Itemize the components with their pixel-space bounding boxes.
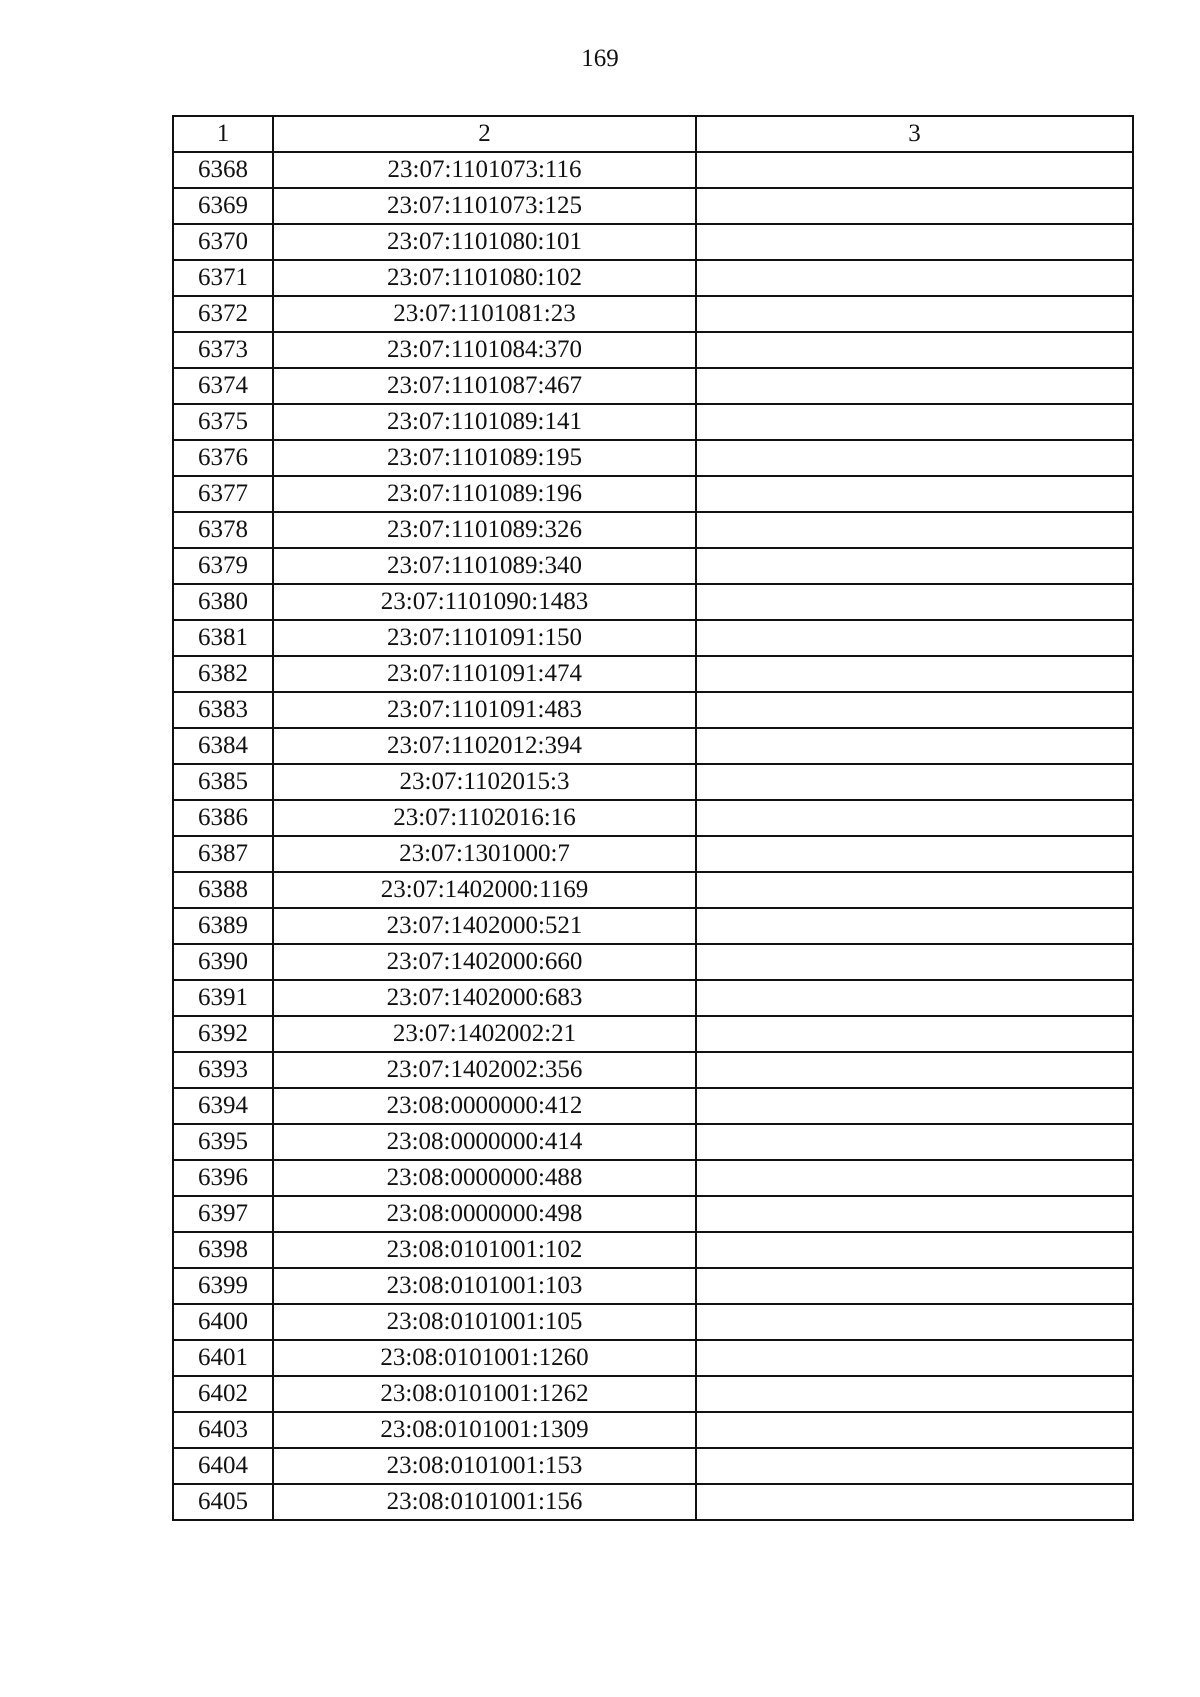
row-number-cell: 6405 xyxy=(173,1484,273,1520)
table-row xyxy=(173,800,1133,836)
table-row xyxy=(173,872,1133,908)
row-number-cell: 6385 xyxy=(173,764,273,800)
row-number-cell: 6380 xyxy=(173,584,273,620)
notes-cell xyxy=(696,1340,1133,1376)
row-number-cell: 6393 xyxy=(173,1052,273,1088)
table-row xyxy=(173,1124,1133,1160)
cadastral-number-cell: 23:08:0101001:1260 xyxy=(273,1340,696,1376)
row-number-cell: 6377 xyxy=(173,476,273,512)
notes-cell xyxy=(696,296,1133,332)
cadastral-table xyxy=(172,115,1134,1521)
cadastral-number-cell: 23:07:1101084:370 xyxy=(273,332,696,368)
table-row xyxy=(173,368,1133,404)
table-row xyxy=(173,332,1133,368)
notes-cell xyxy=(696,260,1133,296)
table-row xyxy=(173,188,1133,224)
notes-cell xyxy=(696,908,1133,944)
row-number-cell: 6401 xyxy=(173,1340,273,1376)
notes-cell xyxy=(696,620,1133,656)
row-number-cell: 6381 xyxy=(173,620,273,656)
notes-cell xyxy=(696,656,1133,692)
header-cell-1: 1 xyxy=(173,116,273,152)
cadastral-number-cell: 23:07:1402000:521 xyxy=(273,908,696,944)
row-number-cell: 6389 xyxy=(173,908,273,944)
cadastral-number-cell: 23:07:1101091:483 xyxy=(273,692,696,728)
table-row xyxy=(173,1052,1133,1088)
cadastral-number-cell: 23:07:1402000:1169 xyxy=(273,872,696,908)
cadastral-number-cell: 23:07:1101081:23 xyxy=(273,296,696,332)
cadastral-number-cell: 23:07:1402000:683 xyxy=(273,980,696,1016)
page-number: 169 xyxy=(581,45,619,72)
row-number-cell: 6383 xyxy=(173,692,273,728)
cadastral-number-cell: 23:07:1101080:102 xyxy=(273,260,696,296)
cadastral-number-cell: 23:07:1101073:125 xyxy=(273,188,696,224)
table-row xyxy=(173,980,1133,1016)
notes-cell xyxy=(696,152,1133,188)
table-row xyxy=(173,476,1133,512)
table-row xyxy=(173,1484,1133,1520)
row-number-cell: 6402 xyxy=(173,1376,273,1412)
table-row xyxy=(173,584,1133,620)
table-row xyxy=(173,620,1133,656)
cadastral-number-cell: 23:08:0101001:1262 xyxy=(273,1376,696,1412)
table-row xyxy=(173,1304,1133,1340)
notes-cell xyxy=(696,1268,1133,1304)
table-row xyxy=(173,656,1133,692)
notes-cell xyxy=(696,1160,1133,1196)
cadastral-number-cell: 23:08:0000000:488 xyxy=(273,1160,696,1196)
notes-cell xyxy=(696,512,1133,548)
table-row xyxy=(173,1412,1133,1448)
row-number-cell: 6371 xyxy=(173,260,273,296)
table-row xyxy=(173,908,1133,944)
table-row xyxy=(173,152,1133,188)
notes-cell xyxy=(696,1232,1133,1268)
row-number-cell: 6375 xyxy=(173,404,273,440)
cadastral-number-cell: 23:07:1301000:7 xyxy=(273,836,696,872)
cadastral-number-cell: 23:08:0101001:103 xyxy=(273,1268,696,1304)
cadastral-number-cell: 23:08:0101001:105 xyxy=(273,1304,696,1340)
table-row xyxy=(173,1160,1133,1196)
row-number-cell: 6369 xyxy=(173,188,273,224)
cadastral-number-cell: 23:07:1402000:660 xyxy=(273,944,696,980)
row-number-cell: 6398 xyxy=(173,1232,273,1268)
table-header-row xyxy=(173,116,1133,152)
notes-cell xyxy=(696,872,1133,908)
notes-cell xyxy=(696,692,1133,728)
table-row xyxy=(173,548,1133,584)
notes-cell xyxy=(696,368,1133,404)
cadastral-number-cell: 23:07:1101089:326 xyxy=(273,512,696,548)
cadastral-number-cell: 23:07:1101091:150 xyxy=(273,620,696,656)
table-row xyxy=(173,1088,1133,1124)
cadastral-number-cell: 23:08:0101001:102 xyxy=(273,1232,696,1268)
notes-cell xyxy=(696,944,1133,980)
table-row xyxy=(173,296,1133,332)
table-row xyxy=(173,944,1133,980)
notes-cell xyxy=(696,836,1133,872)
row-number-cell: 6387 xyxy=(173,836,273,872)
table-row xyxy=(173,728,1133,764)
cadastral-number-cell: 23:07:1101090:1483 xyxy=(273,584,696,620)
row-number-cell: 6386 xyxy=(173,800,273,836)
notes-cell xyxy=(696,1484,1133,1520)
row-number-cell: 6388 xyxy=(173,872,273,908)
notes-cell xyxy=(696,1448,1133,1484)
row-number-cell: 6378 xyxy=(173,512,273,548)
table-row xyxy=(173,512,1133,548)
row-number-cell: 6376 xyxy=(173,440,273,476)
row-number-cell: 6384 xyxy=(173,728,273,764)
cadastral-number-cell: 23:08:0000000:412 xyxy=(273,1088,696,1124)
table-row xyxy=(173,1376,1133,1412)
notes-cell xyxy=(696,1412,1133,1448)
row-number-cell: 6391 xyxy=(173,980,273,1016)
table-row xyxy=(173,1016,1133,1052)
row-number-cell: 6397 xyxy=(173,1196,273,1232)
notes-cell xyxy=(696,800,1133,836)
row-number-cell: 6394 xyxy=(173,1088,273,1124)
cadastral-number-cell: 23:07:1102015:3 xyxy=(273,764,696,800)
cadastral-number-cell: 23:08:0101001:1309 xyxy=(273,1412,696,1448)
notes-cell xyxy=(696,728,1133,764)
notes-cell xyxy=(696,584,1133,620)
row-number-cell: 6400 xyxy=(173,1304,273,1340)
notes-cell xyxy=(696,476,1133,512)
notes-cell xyxy=(696,1052,1133,1088)
row-number-cell: 6372 xyxy=(173,296,273,332)
table-row xyxy=(173,224,1133,260)
notes-cell xyxy=(696,1376,1133,1412)
notes-cell xyxy=(696,1304,1133,1340)
table-row xyxy=(173,1232,1133,1268)
table-row xyxy=(173,440,1133,476)
row-number-cell: 6374 xyxy=(173,368,273,404)
row-number-cell: 6395 xyxy=(173,1124,273,1160)
row-number-cell: 6390 xyxy=(173,944,273,980)
table-row xyxy=(173,1340,1133,1376)
table-row xyxy=(173,836,1133,872)
cadastral-number-cell: 23:07:1102012:394 xyxy=(273,728,696,764)
table-body xyxy=(173,152,1133,1520)
notes-cell xyxy=(696,980,1133,1016)
cadastral-number-cell: 23:07:1101073:116 xyxy=(273,152,696,188)
table-row xyxy=(173,1448,1133,1484)
cadastral-number-cell: 23:07:1101089:196 xyxy=(273,476,696,512)
cadastral-number-cell: 23:07:1102016:16 xyxy=(273,800,696,836)
row-number-cell: 6379 xyxy=(173,548,273,584)
notes-cell xyxy=(696,1016,1133,1052)
cadastral-number-cell: 23:08:0000000:498 xyxy=(273,1196,696,1232)
cadastral-number-cell: 23:07:1402002:356 xyxy=(273,1052,696,1088)
row-number-cell: 6370 xyxy=(173,224,273,260)
header-cell-2: 2 xyxy=(273,116,696,152)
notes-cell xyxy=(696,332,1133,368)
notes-cell xyxy=(696,764,1133,800)
row-number-cell: 6404 xyxy=(173,1448,273,1484)
notes-cell xyxy=(696,440,1133,476)
cadastral-number-cell: 23:07:1101089:195 xyxy=(273,440,696,476)
notes-cell xyxy=(696,1088,1133,1124)
table-row xyxy=(173,404,1133,440)
row-number-cell: 6396 xyxy=(173,1160,273,1196)
row-number-cell: 6373 xyxy=(173,332,273,368)
table-row xyxy=(173,260,1133,296)
notes-cell xyxy=(696,548,1133,584)
row-number-cell: 6399 xyxy=(173,1268,273,1304)
cadastral-number-cell: 23:08:0000000:414 xyxy=(273,1124,696,1160)
cadastral-number-cell: 23:07:1101091:474 xyxy=(273,656,696,692)
table-row xyxy=(173,1196,1133,1232)
cadastral-number-cell: 23:08:0101001:156 xyxy=(273,1484,696,1520)
notes-cell xyxy=(696,404,1133,440)
notes-cell xyxy=(696,1124,1133,1160)
row-number-cell: 6368 xyxy=(173,152,273,188)
cadastral-number-cell: 23:08:0101001:153 xyxy=(273,1448,696,1484)
header-cell-3: 3 xyxy=(696,116,1133,152)
cadastral-number-cell: 23:07:1101089:141 xyxy=(273,404,696,440)
row-number-cell: 6403 xyxy=(173,1412,273,1448)
cadastral-number-cell: 23:07:1101080:101 xyxy=(273,224,696,260)
row-number-cell: 6392 xyxy=(173,1016,273,1052)
row-number-cell: 6382 xyxy=(173,656,273,692)
cadastral-number-cell: 23:07:1101089:340 xyxy=(273,548,696,584)
cadastral-number-cell: 23:07:1101087:467 xyxy=(273,368,696,404)
notes-cell xyxy=(696,1196,1133,1232)
notes-cell xyxy=(696,224,1133,260)
table-row xyxy=(173,764,1133,800)
notes-cell xyxy=(696,188,1133,224)
cadastral-number-cell: 23:07:1402002:21 xyxy=(273,1016,696,1052)
table-row xyxy=(173,1268,1133,1304)
table-row xyxy=(173,692,1133,728)
